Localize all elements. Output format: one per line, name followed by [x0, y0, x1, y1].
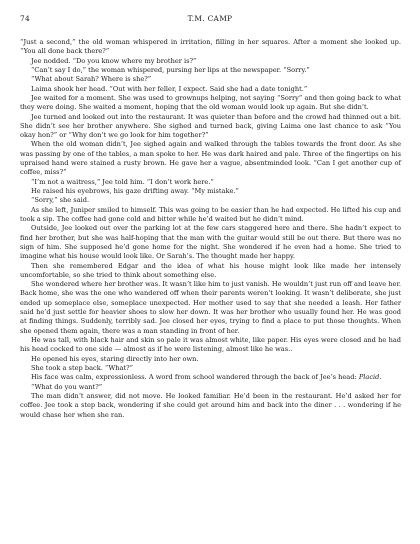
- paragraph: Jee nodded. “Do you know where my brother is?”: [31, 56, 197, 65]
- paragraph-with-italic: [20, 373, 401, 382]
- paragraph: Jee waited for a moment. She was used to grownups helping, not saying “Sorry” and then going back to what they were doing. She waited a moment, hoping that the old woman would look up again. But she didn’t.: [20, 93, 401, 112]
- paragraph: The man didn’t answer, did not move. He looked familiar. He’d been in the restaurant. He’d asked her for coffee. Jee took a step back, wondering if she could get around him and back into the diner . . . wondering if he would chase her when she ran.: [20, 391, 401, 419]
- paragraph: “I’m not a waitress,” Jee told him. “I don’t work here.”: [31, 177, 214, 186]
- body-text: [20, 38, 401, 420]
- italic-word: Placid.: [358, 373, 382, 382]
- paragraph: “Just a second,” the old woman whispered in irritation, filling in her squares. After a moment she looked up. “You all done back there?”: [20, 38, 401, 56]
- paragraph-text: His face was calm, expressionless. A word from school wandered through the back of Jee’s head:: [31, 373, 359, 382]
- paragraph: He raised his eyebrows, his gaze drifting away. “My mistake.”: [31, 187, 239, 195]
- paragraph: “What about Sarah? Where is she?”: [31, 75, 152, 84]
- page-number: 74: [20, 14, 31, 23]
- paragraph: “Sorry,” she said.: [31, 196, 90, 205]
- paragraph: She took a step back. “What?”: [31, 363, 134, 372]
- paragraph: He opened his eyes, staring directly into her own.: [31, 354, 199, 363]
- paragraph: When the old woman didn’t, Jee sighed again and walked through the tables towards the front door. As she was passing by one of the tables, a man spoke to her. He was dark haired and pale. Three of the fingertips on his upraised hand were stained a rusty brown. He gave her a vague, absentminded look. “Can I get another cup of coffee, miss?”: [20, 140, 401, 177]
- paragraph: Laima shook her head. “Out with her feller, I expect. Said she had a date tonight.”: [31, 84, 308, 93]
- paragraph: Jee turned and looked out into the restaurant. It was quieter than before and the crowd had thinned out a bit. She didn’t see her brother anywhere. She sighed and turned back, giving Laima one last chance to ask “You okay hon?” or “Why don’t we go look for him together?”: [20, 112, 401, 140]
- paragraph: Outside, Jee looked out over the parking lot at the few cars staggered here and there. She hadn’t expect to find her brother, but she was half-hoping that the man with the guitar would still be out there. But there was no sign of him. She supposed he’d gone home for the night. She wondered if he even had a home. She tried to imagine what his house would look like. Or Sarah’s. The thought made her happy.: [20, 224, 401, 261]
- paragraph: “Can’t say I do,” the woman whispered, pursing her lips at the newspaper. “Sorry.”: [31, 65, 310, 74]
- paragraph: Then she remembered Edgar and the idea of what his house might look like made her intensely uncomfortable, so she tried to think about something else.: [20, 261, 401, 279]
- paragraph: He was tall, with black hair and skin so pale it was almost white, like paper. His eyes were closed and he had his head cocked to one side — almost as if he were listening, almost like he was..: [20, 336, 401, 354]
- paragraph: As she left, Juniper smiled to himself. This was going to be easier than he had expected. He lifted his cup and took a sip. The coffee had gone cold and bitter while he’d waited but he didn’t mind.: [20, 205, 401, 223]
- paragraph: “What do you want?”: [31, 382, 103, 391]
- paragraph: She wondered where her brother was. It wasn’t like him to just vanish. He wouldn’t just run off and leave her. Back home, she was the one who wandered off when their parents weren’t looking. It wasn’t deliberate, she just ended up someplace else, someplace unexpected. Her mother used to say that she needed a leash. Her father said he’d just settle for heavier shoes to slow her down. It was her brother who usually found her. He was good at finding things. Suddenly, terribly sad. Jee closed her eyes, trying to find a place to put those thoughts. When she opened them again, there was a man standing in front of her.: [20, 280, 401, 335]
- running-header: [0, 14, 420, 26]
- running-title: T.M. CAMP: [187, 14, 233, 23]
